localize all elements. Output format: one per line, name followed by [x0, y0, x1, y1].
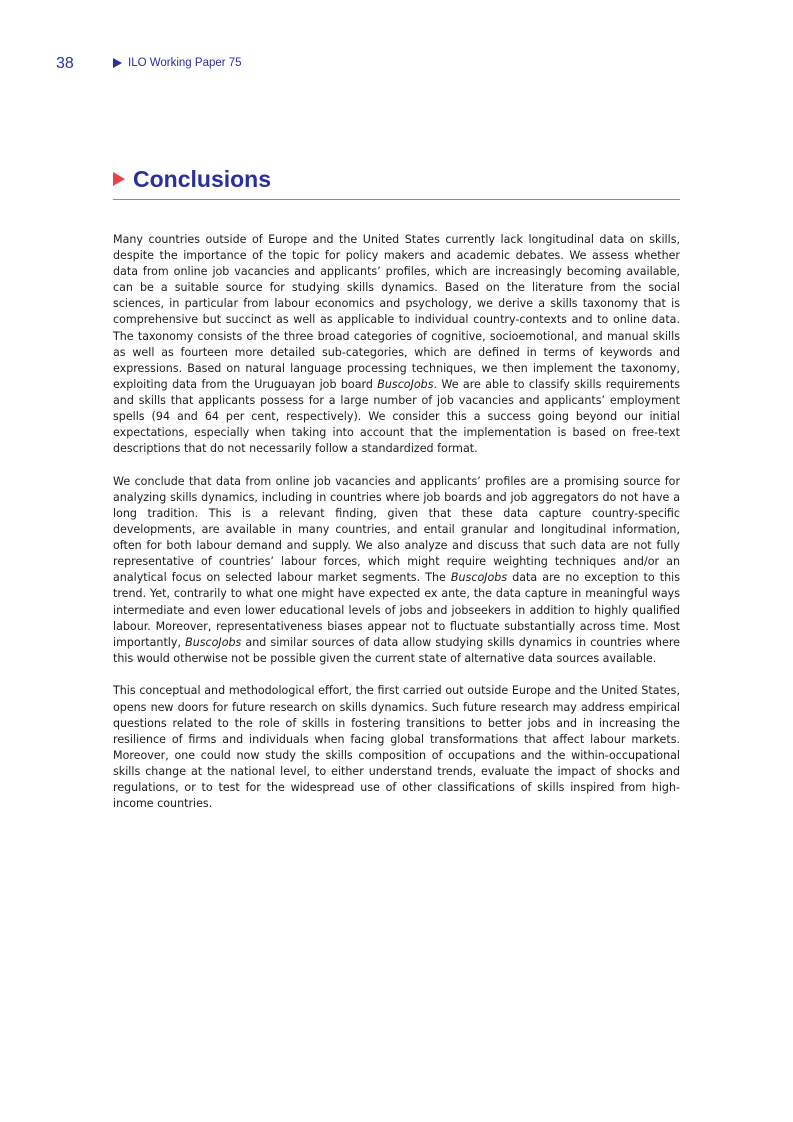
- paragraph-2: [113, 474, 680, 667]
- paragraph-1: [113, 232, 680, 457]
- paragraph-2-text-a: We conclude that data from online job vacancies and applicants’ profiles are a promising source for analyzing skills dynamics, including in countries where job boards and job aggregators do not have a long tradition. This is a relevant finding, given that these data capture country-specific developments, are available in many countries, and entail granular and longitudinal information, often for both labour demand and supply. We also analyze and discuss that such data are not fully representative of countries’ labour forces, which might require weighting techniques and/or an analytical focus on selected labour market segments. The: [113, 474, 680, 585]
- paragraph-1-text-b: . We are able to classify skills requirements and skills that applicants possess for a large number of job vacancies and applicants’ employment spells (94 and 64 per cent, respectively). We consider this a success going beyond our initial expectations, especially when taking into account that the implementation is based on free-text descriptions that do not necessarily follow a standardized format.: [113, 377, 680, 456]
- running-title: ILO Working Paper 75: [128, 57, 242, 69]
- section-heading: [113, 166, 680, 200]
- page-number: 38: [56, 55, 74, 72]
- paragraph-2-emphasis-2: BuscoJobs: [185, 635, 242, 649]
- paragraph-2-emphasis-1: BuscoJobs: [450, 571, 508, 585]
- triangle-right-icon: [113, 58, 122, 68]
- paragraph-2-text-b: data are no exception to this trend. Yet, contrarily to what one might have expected ex ante, the data capture in meaningful ways intermediate and even lower educational levels of jobs and jobseekers in addition to highly qualified labour. Moreover, representativeness biases appear not to fluctuate substantially across time. Most importantly,: [113, 571, 680, 649]
- running-header: [113, 56, 242, 70]
- paragraph-2-text-c: and similar sources of data allow studying skills dynamics in countries where this would otherwise not be possible given the current state of alternative data sources available.: [113, 635, 680, 665]
- triangle-right-icon: [113, 172, 125, 186]
- paragraph-1-emphasis: BuscoJobs: [377, 377, 434, 391]
- section-title: Conclusions: [133, 166, 272, 192]
- body-text: [113, 232, 680, 829]
- paragraph-3: This conceptual and methodological effort, the first carried out outside Europe and the United States, opens new doors for future research on skills dynamics. Such future research may address empirical questions related to the role of skills in fostering transitions to better jobs and in increasing the resilience of firms and individuals when facing global transformations that affect labour markets. Moreover, one could now study the skills composition of occupations and the within-occupational skills change at the national level, to either understand trends, evaluate the impact of shocks and regulations, or to test for the widespread use of other classifications of skills inspired from high-income countries.: [113, 684, 680, 811]
- paragraph-1-text-a: Many countries outside of Europe and the United States currently lack longitudinal data on skills, despite the importance of the topic for policy makers and academic debates. We assess whether data from online job vacancies and applicants’ profiles, which are increasingly becoming available, can be a suitable source for studying skills dynamics. Based on the literature from the social sciences, in particular from labour economics and psychology, we derive a skills taxonomy that is comprehensive but succinct as well as applicable to individual country-contexts and to online data. The taxonomy consists of the three broad categories of cognitive, socioemotional, and manual skills as well as fourteen more detailed sub-categories, which are defined in terms of keywords and expressions. Based on natural language processing techniques, we then implement the taxonomy, exploiting data from the Uruguayan job board: [113, 233, 680, 391]
